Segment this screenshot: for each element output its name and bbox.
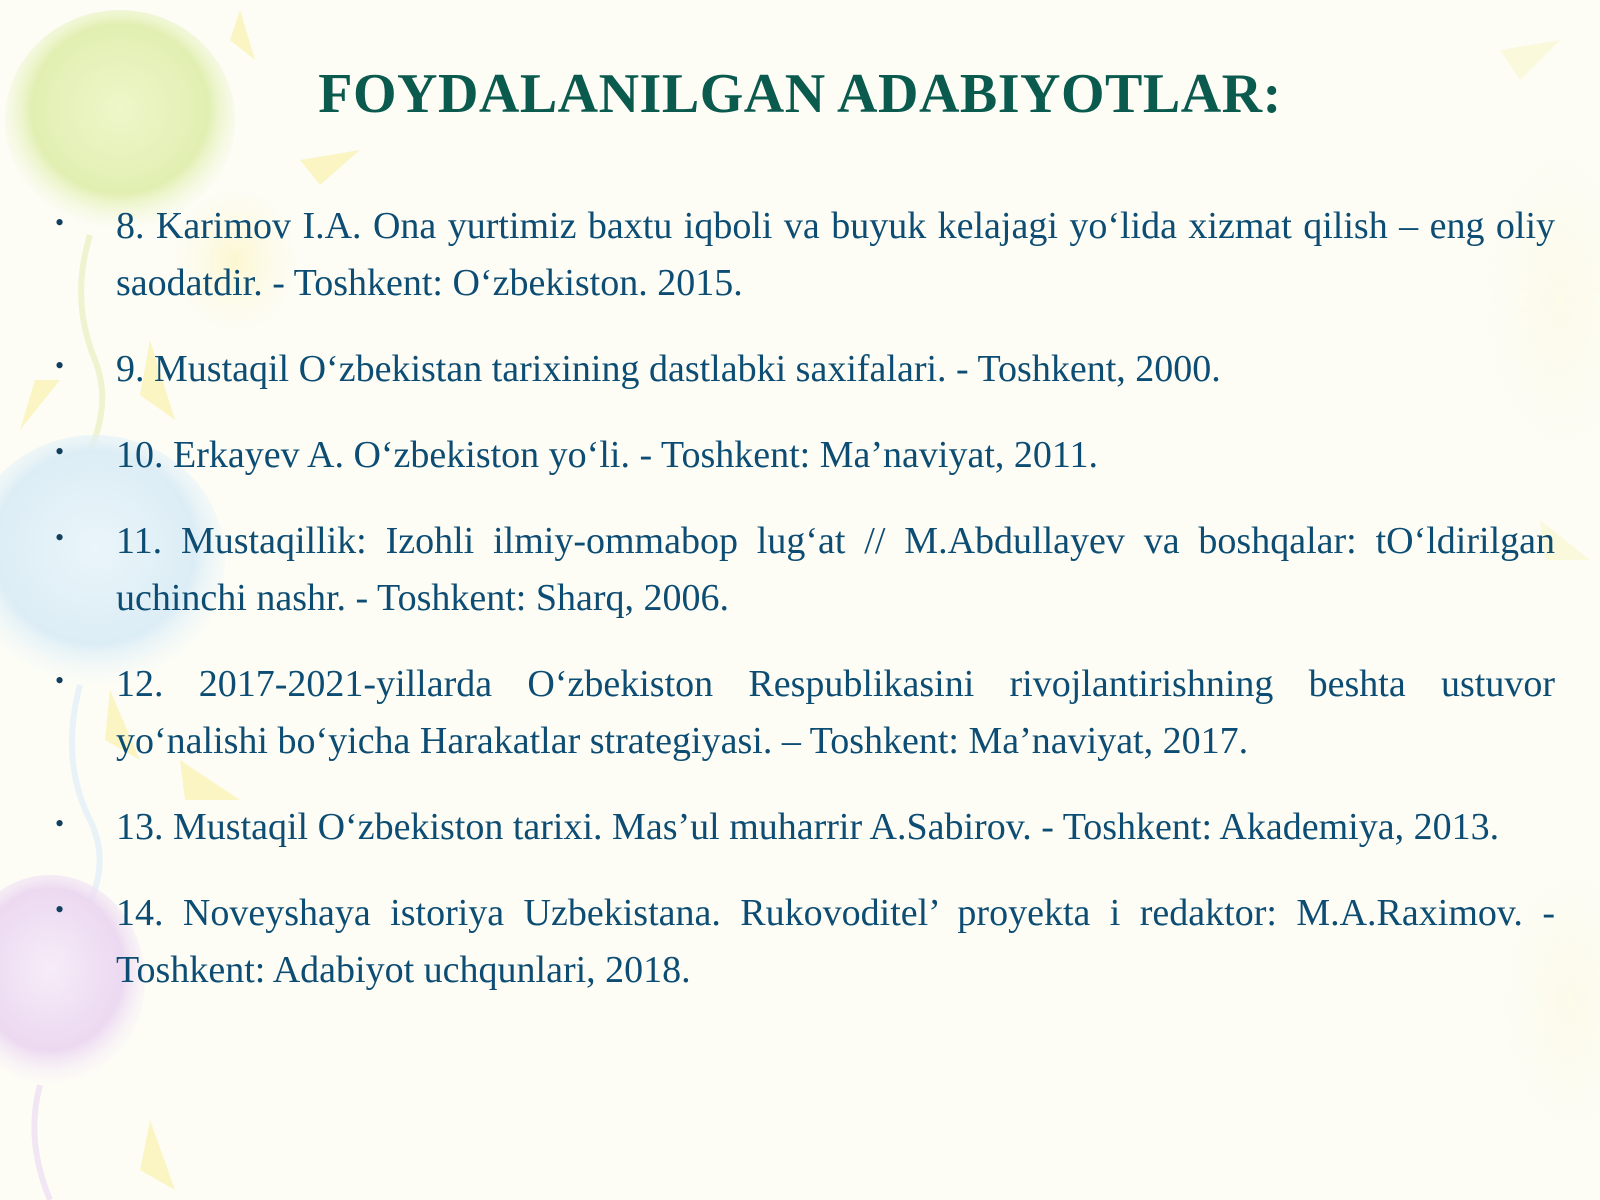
bullet-icon: • [55,809,65,838]
reference-text: 13. Mustaqil O‘zbekiston tarixi. Mas’ul muharrir A.Sabirov. - Toshkent: Akademiya, 2013. [116,806,1500,848]
reference-text: 8. Karimov I.A. Ona yurtimiz baxtu iqboli va buyuk kelajagi yo‘lida xizmat qilish – eng oliy saodatdir. - Toshkent: O‘zbekiston. 2015. [116,205,1555,304]
bullet-icon: • [55,437,65,466]
reference-item [55,341,1555,398]
reference-item [55,656,1555,770]
reference-item [55,513,1555,627]
reference-text: 10. Erkayev A. O‘zbekiston yo‘li. - Toshkent: Ma’naviyat, 2011. [116,434,1098,476]
reference-item [55,799,1555,856]
bullet-icon: • [55,523,65,552]
reference-text: 9. Mustaqil O‘zbekistan tarixining dastlabki saxifalari. - Toshkent, 2000. [116,348,1221,390]
bullet-icon: • [55,351,65,380]
reference-list [55,198,1555,1028]
bullet-icon: • [55,666,65,695]
bullet-icon: • [55,208,65,237]
reference-text: 12. 2017-2021-yillarda O‘zbekiston Respublikasini rivojlantirishning beshta ustuvor yo‘nalishi bo‘yicha Harakatlar strategiyasi. – Toshkent: Ma’naviyat, 2017. [116,663,1555,762]
bullet-icon: • [55,895,65,924]
reference-text: 14. Noveyshaya istoriya Uzbekistana. Rukovoditel’ proyekta i redaktor: M.A.Raximov. - Toshkent: Adabiyot uchqunlari, 2018. [116,892,1555,991]
slide-title: FOYDALANILGAN ADABIYOTLAR: [318,63,1282,125]
reference-text: 11. Mustaqillik: Izohli ilmiy-ommabop lug‘at // M.Abdullayev va boshqalar: tO‘ldirilgan uchinchi nashr. - Toshkent: Sharq, 2006. [116,520,1555,619]
reference-item [55,427,1555,484]
reference-item [55,885,1555,999]
reference-item [55,198,1555,312]
